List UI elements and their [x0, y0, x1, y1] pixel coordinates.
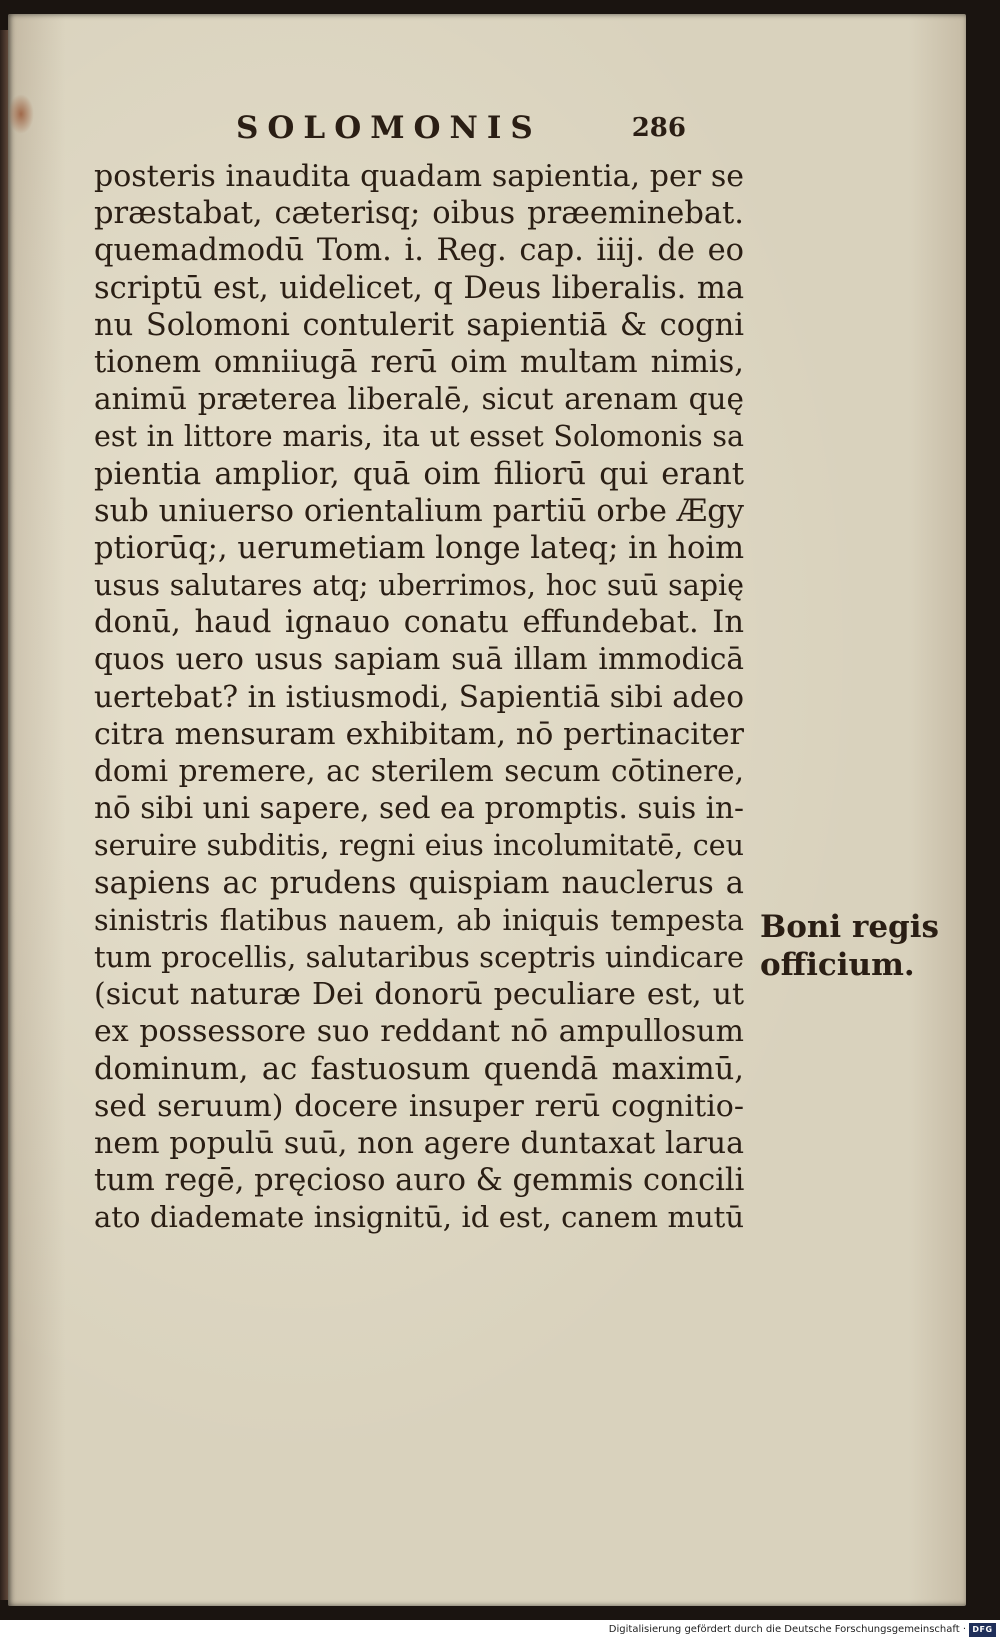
- text-line: nu Solomoni contulerit sapientiā & cogni: [94, 307, 744, 343]
- text-line: citra mensuram exhibitam, nō pertinaciter: [94, 716, 744, 752]
- text-line: sed seruum) docere insuper rerū cognitio-: [94, 1088, 744, 1124]
- text-line: tum procellis, salutaribus sceptris uindicare: [94, 939, 744, 974]
- margin-note-line-2: officium.: [760, 947, 915, 983]
- text-line: sinistris flatibus nauem, ab iniquis tempesta: [94, 903, 744, 937]
- text-line: ato diademate insignitū, id est, canem mutū: [94, 1200, 744, 1235]
- text-line: quos uero usus sapiam suā illam immodicā: [94, 642, 744, 677]
- text-line: donū, haud ignauo conatu effundebat. In: [94, 605, 744, 641]
- text-line: quemadmodū Tom. i. Reg. cap. iiij. de eo: [94, 233, 744, 269]
- text-line: sub uniuerso orientalium partiū orbe Ægy: [94, 493, 744, 529]
- page-stain: [8, 94, 34, 134]
- dfg-logo: DFG: [969, 1623, 996, 1637]
- text-line: ex possessore suo reddant nō ampullosum: [94, 1014, 744, 1050]
- text-line: nem populū suū, non agere duntaxat larua: [94, 1125, 744, 1161]
- text-line: tionem omniiugā rerū oim multam nimis,: [94, 344, 744, 380]
- body-text: [94, 158, 744, 1236]
- text-line: præstabat, cæterisq; oibus præeminebat.: [94, 196, 744, 232]
- text-line: usus salutares atq; uberrimos, hoc suū sapię: [94, 569, 744, 603]
- text-line: pientia amplior, quā oim filiorū qui erant: [94, 456, 744, 492]
- text-line: sapiens ac prudens quispiam nauclerus a: [94, 865, 744, 901]
- text-line: uertebat? in istiusmodi, Sapientiā sibi adeo: [94, 679, 744, 714]
- text-line: est in littore maris, ita ut esset Solomonis sa: [94, 420, 744, 454]
- text-line: dominum, ac fastuosum quendā maximū,: [94, 1051, 744, 1087]
- running-head: [236, 108, 686, 148]
- page-number: 286: [631, 113, 686, 143]
- footer-credit: Digitalisierung gefördert durch die Deutsche Forschungsgemeinschaft ·: [608, 1624, 966, 1635]
- margin-note: [760, 908, 940, 984]
- text-line: ptiorūq;, uerumetiam longe lateq; in hoim: [94, 530, 744, 566]
- text-line: nō sibi uni sapere, sed ea promptis. suis in-: [94, 791, 744, 826]
- text-line: animū præterea liberalē, sicut arenam quę: [94, 382, 744, 417]
- text-line: tum regē, pręcioso auro & gemmis concili: [94, 1163, 744, 1199]
- text-line: domi premere, ac sterilem secum cōtinere,: [94, 754, 744, 788]
- margin-note-line-1: Boni regis: [760, 909, 939, 945]
- running-title: SOLOMONIS: [236, 110, 542, 146]
- text-line: posteris inaudita quadam sapientia, per se: [94, 159, 744, 194]
- footer-bar: [0, 1620, 1000, 1641]
- text-line: scriptū est, uidelicet, q Deus liberalis. ma: [94, 270, 744, 306]
- text-line: (sicut naturæ Dei donorū peculiare est, ut: [94, 977, 744, 1013]
- text-line: seruire subditis, regni eius incolumitatē, ceu: [94, 829, 744, 863]
